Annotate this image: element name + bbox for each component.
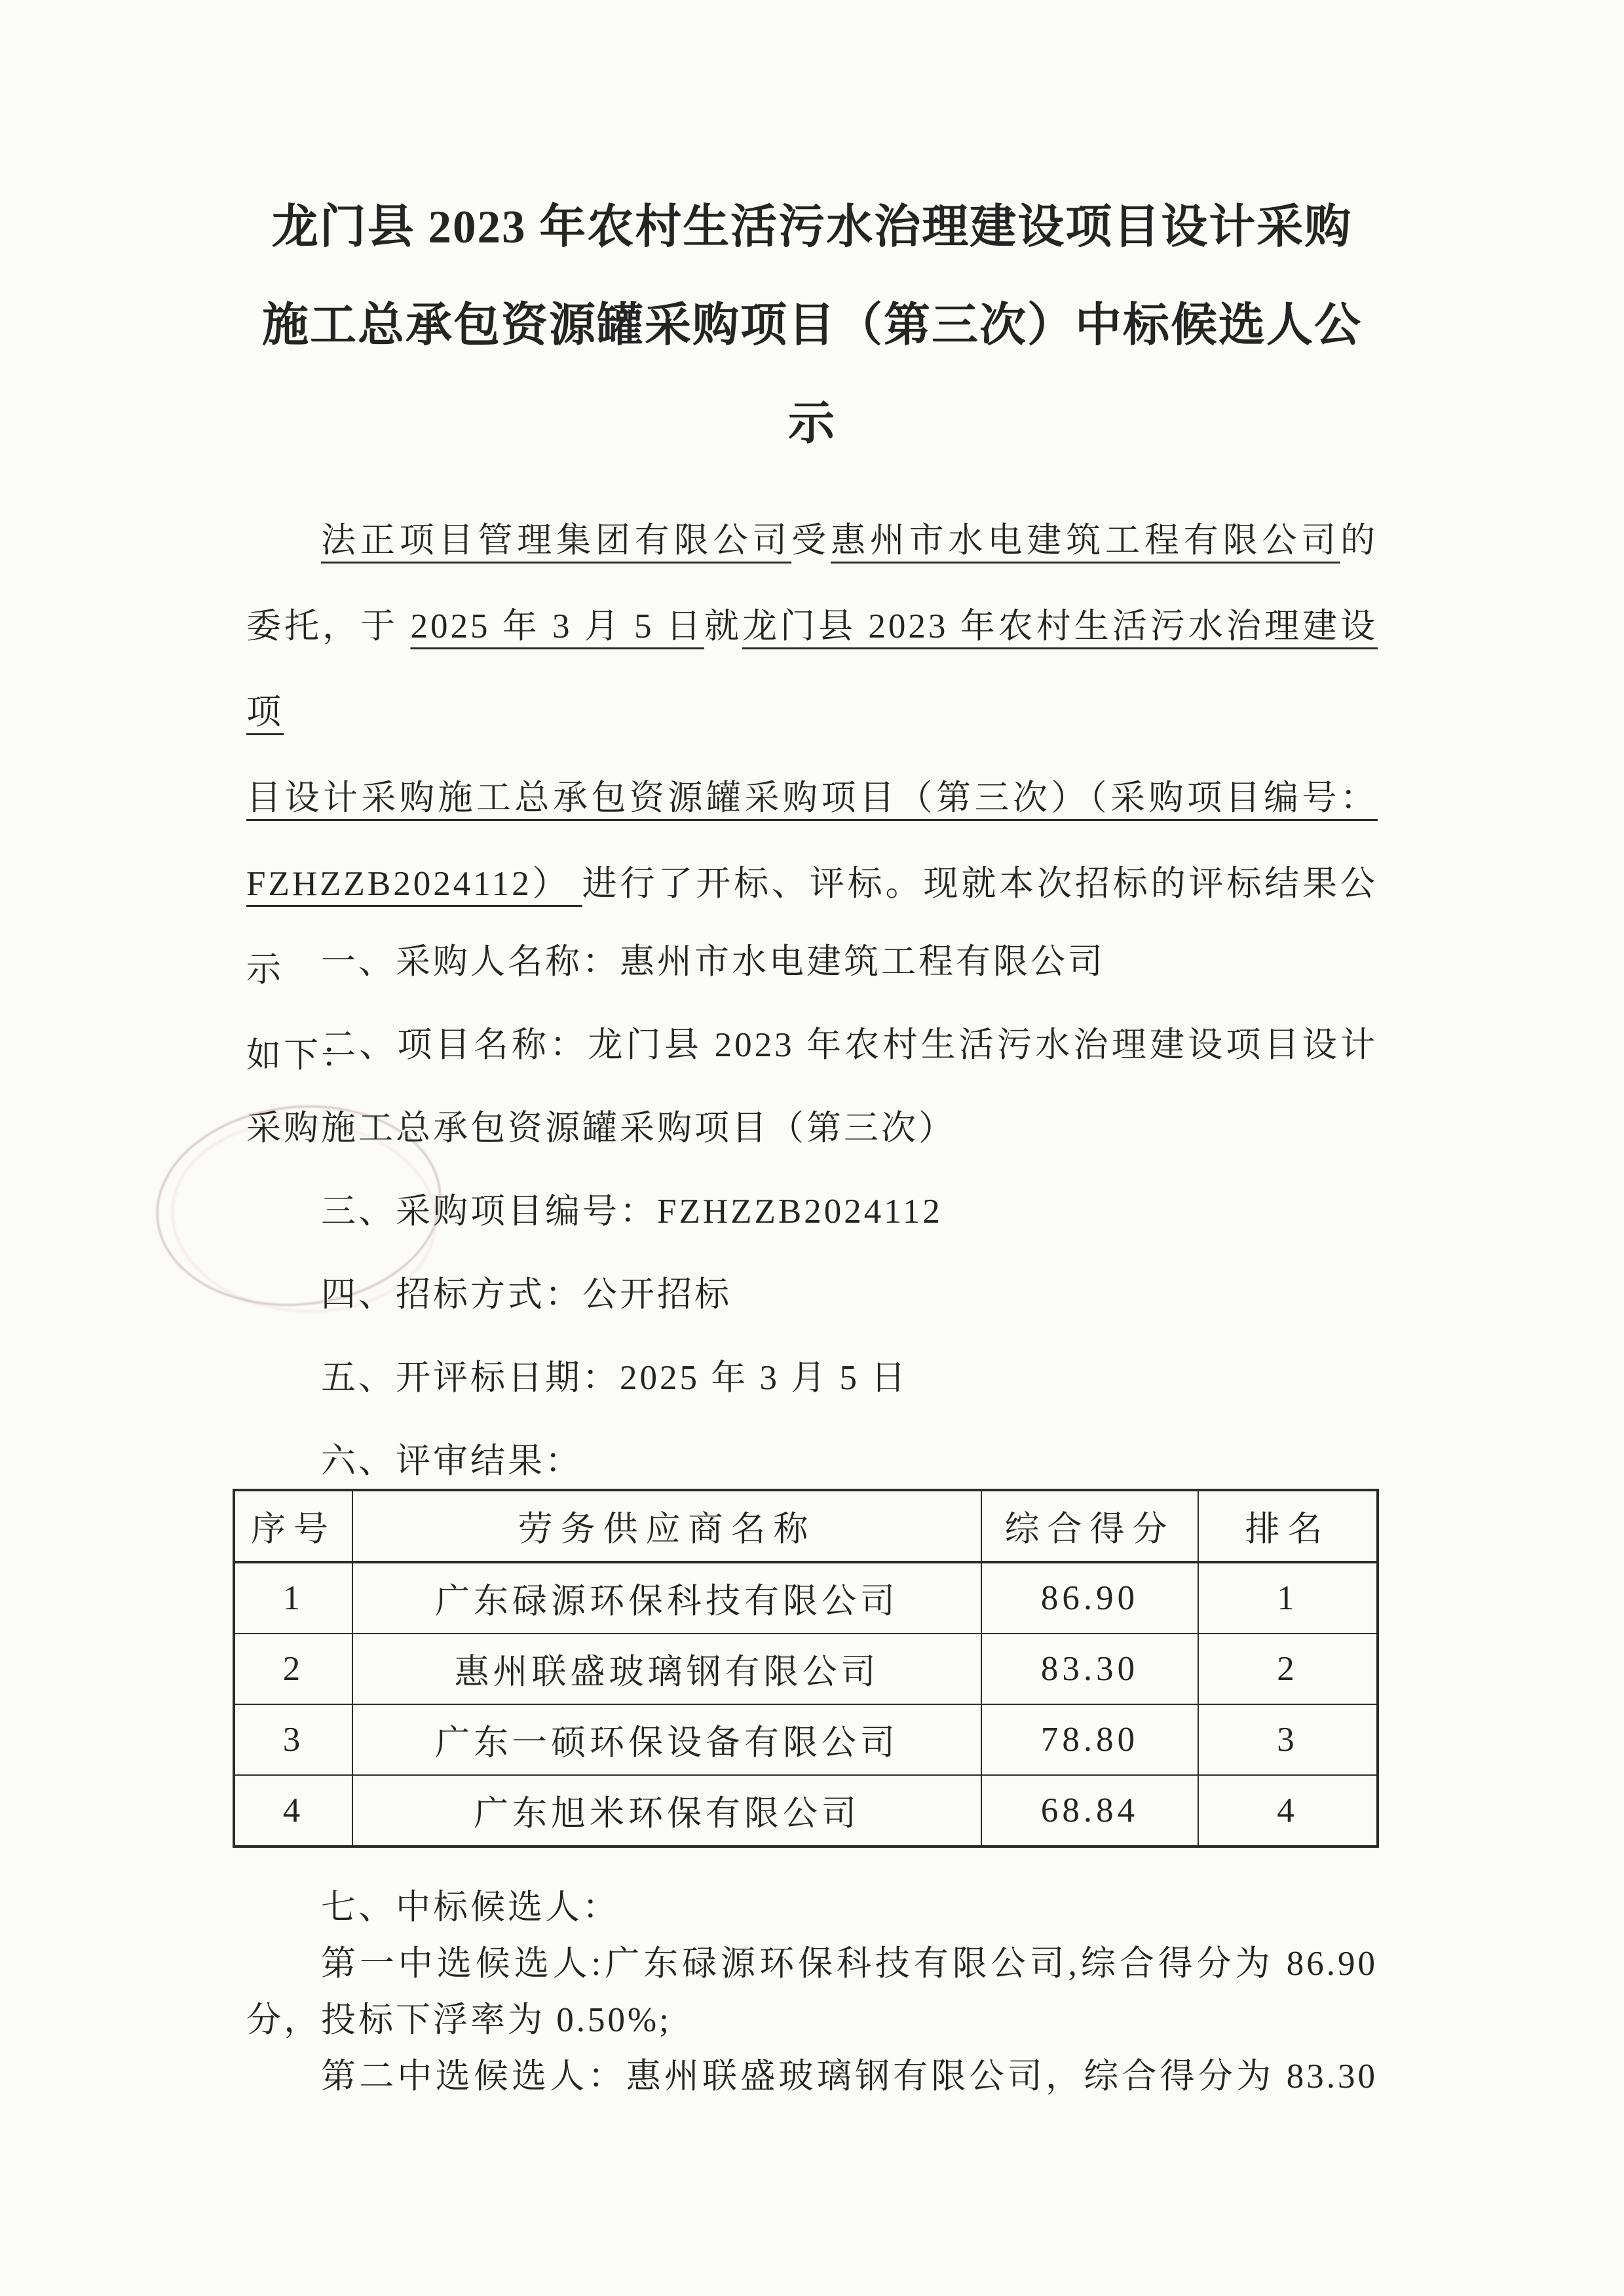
text-line [246,756,1378,841]
table-row [234,1775,1378,1846]
table-cell: 68.84 [981,1775,1198,1846]
text-segment: 如下： [246,1037,358,1075]
text-segment: 一、采购人名称：惠州市水电建筑工程有限公司 [321,943,1105,981]
underlined-text: 惠州市水电建筑工程有限公司 [831,522,1341,560]
text-line [246,921,1378,1004]
table-cell: 86.90 [981,1562,1198,1634]
table-cell: 78.80 [981,1704,1198,1775]
text-line [246,1936,1378,1992]
table-cell: 83.30 [981,1634,1198,1704]
text-segment: 三、采购项目编号：FZHZZB2024112 [321,1193,943,1231]
text-segment: 第一中选候选人:广东碌源环保科技有限公司,综合得分为 86.90 [321,1945,1378,1983]
text-line [246,498,1378,584]
text-segment: 进行了开标、评标。现就本次招标的评标结果公示 [246,865,1378,989]
table-cell: 4 [1198,1775,1378,1846]
table-cell: 3 [1198,1704,1378,1775]
text-segment: 委托，于 [246,607,411,645]
table-header-cell: 劳务供应商名称 [352,1490,981,1562]
table-cell: 广东碌源环保科技有限公司 [352,1562,981,1634]
text-segment: 第二中选候选人：惠州联盛玻璃钢有限公司，综合得分为 83.30 [321,2057,1378,2095]
table-cell: 广东旭米环保有限公司 [352,1775,981,1846]
document-title [246,178,1378,473]
title-line: 龙门县 2023 年农村生活污水治理建设项目设计采购 [271,202,1353,253]
underlined-text: 2025 年 3 月 5 日 [410,607,704,645]
title-line: 施工总承包资源罐采购项目（第三次）中标候选人公 [261,300,1362,351]
text-segment: 就 [704,607,743,645]
underlined-text: FZHZZB2024112） [246,865,582,903]
text-segment: 采购施工总承包资源罐采购项目（第三次） [246,1109,956,1147]
table-cell: 1 [234,1562,352,1634]
text-line [246,584,1378,756]
text-segment: 七、中标候选人： [321,1888,620,1926]
table-cell: 3 [234,1704,352,1775]
table-header-row [234,1490,1378,1562]
text-line [246,1992,1378,2048]
text-segment: 二、项目名称：龙门县 2023 年农村生活污水治理建设项目设计 [321,1026,1378,1064]
text-segment: 四、招标方式：公开招标 [321,1276,732,1314]
table-header-cell: 序号 [234,1490,352,1562]
table-row [234,1562,1378,1634]
text-line [246,2048,1378,2105]
results-table [233,1489,1379,1848]
results-table-wrap [233,1489,1379,1848]
table-cell: 惠州联盛玻璃钢有限公司 [352,1634,981,1704]
tail-paragraph [246,1879,1378,2105]
text-line [246,1879,1378,1936]
text-line [246,1087,1378,1170]
text-segment: 的 [1340,522,1378,560]
table-header-cell: 综合得分 [981,1490,1198,1562]
numbered-items [246,921,1378,1503]
text-segment: 六、评审结果： [321,1442,582,1480]
table-cell: 2 [1198,1634,1378,1704]
underlined-text: 法正项目管理集团有限公司 [321,522,792,560]
text-segment: 五、开评标日期：2025 年 3 月 5 日 [321,1359,909,1397]
text-line [246,1337,1378,1420]
table-row [234,1634,1378,1704]
text-segment: 分，投标下浮率为 0.50%; [246,2001,671,2039]
text-line [246,1004,1378,1087]
table-row [234,1704,1378,1775]
underlined-text: 目设计采购施工总承包资源罐采购项目（第三次）（采购项目编号： [246,779,1378,817]
table-cell: 4 [234,1775,352,1846]
text-line [246,1253,1378,1337]
title-line: 示 [787,398,836,450]
text-segment: 受 [791,522,831,560]
table-cell: 广东一硕环保设备有限公司 [352,1704,981,1775]
table-cell: 2 [234,1634,352,1704]
table-header-cell: 排名 [1198,1490,1378,1562]
table-cell: 1 [1198,1562,1378,1634]
underlined-text: 龙门县 2023 年农村生活污水治理建设项 [246,607,1378,731]
text-line [246,1170,1378,1253]
